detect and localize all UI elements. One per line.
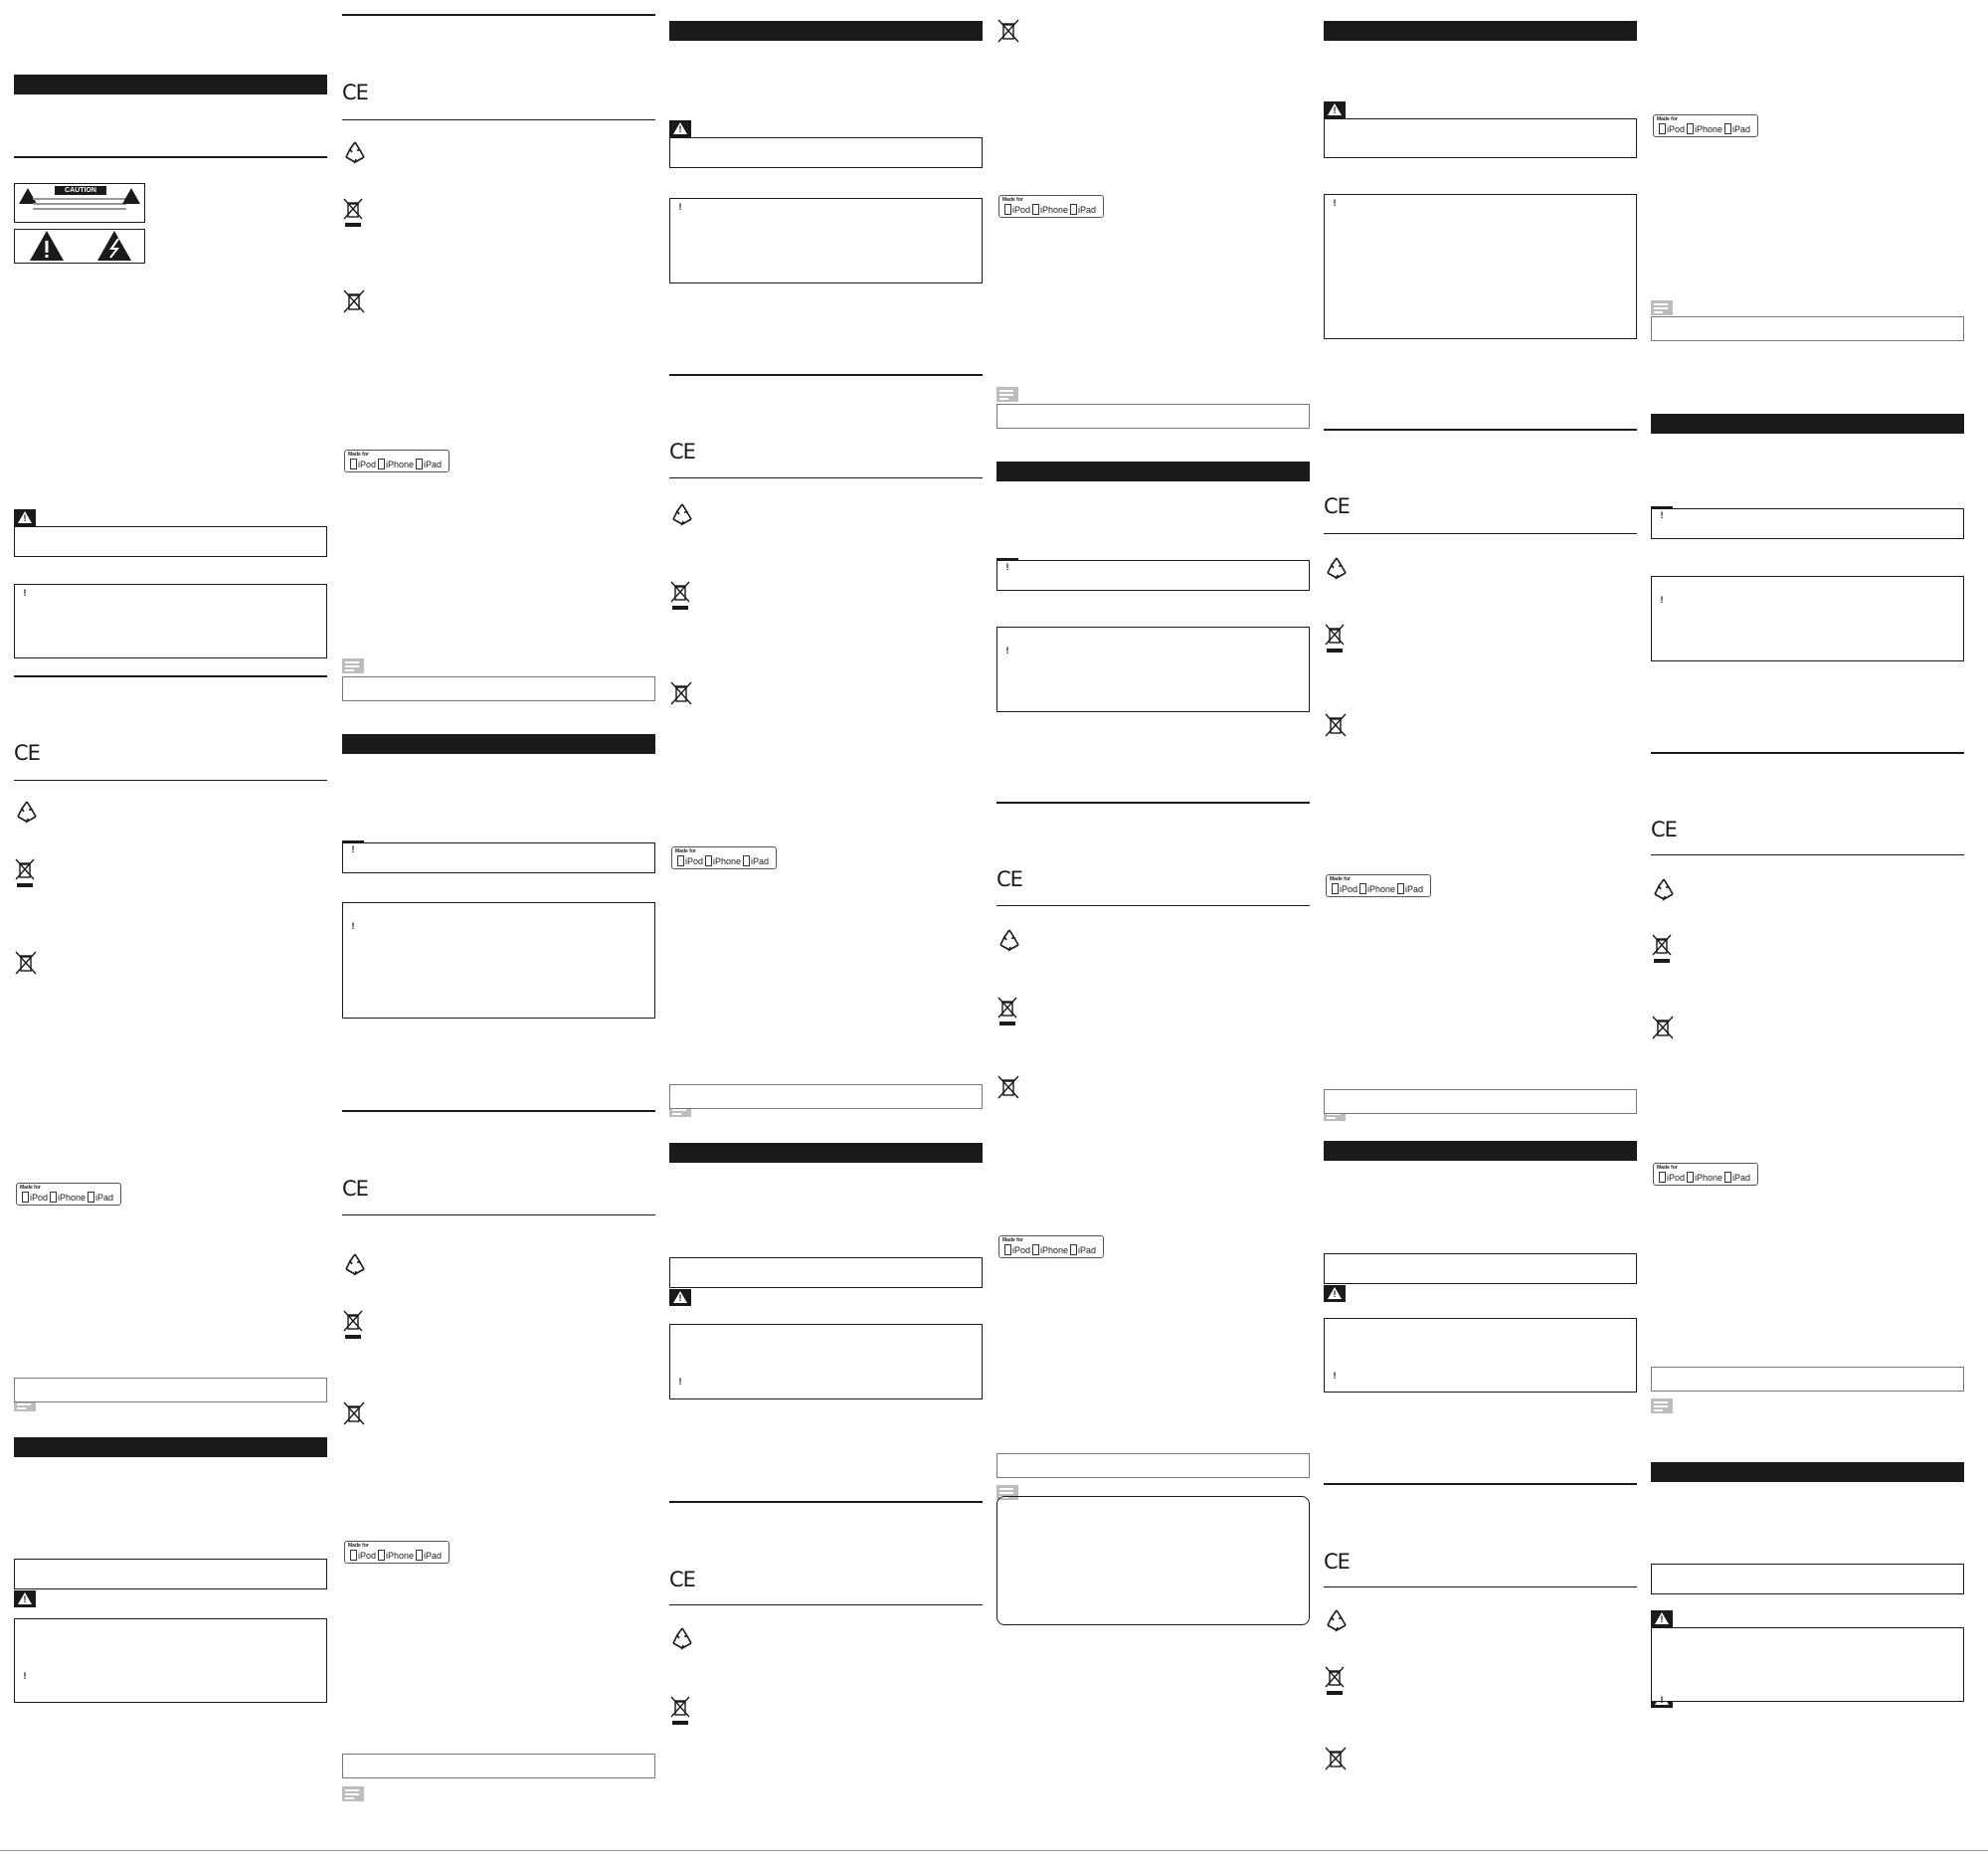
- ce-mark-icon: CE: [14, 741, 40, 765]
- section-header-bar: [1324, 1141, 1637, 1161]
- crossed-bin-icon: [14, 950, 38, 981]
- crossed-bin-icon: [1651, 1015, 1675, 1045]
- section-header-bar: [342, 734, 655, 754]
- warning-box: [1651, 576, 1964, 661]
- crossed-bin-battery-icon: [996, 996, 1018, 1032]
- recycle-icon: [1324, 1607, 1350, 1638]
- column-6: [1651, 0, 1964, 1751]
- made-for-ipod-iphone-ipad-badge: Made for iPod iPhone iPad: [1653, 1163, 1758, 1186]
- section-header-bar: [14, 1437, 327, 1457]
- made-for-ipod-iphone-ipad-badge: Made for iPod iPhone iPad: [344, 1541, 450, 1564]
- recycle-icon: [1324, 555, 1350, 586]
- warning-box: [342, 842, 655, 873]
- warning-triangle-icon: !: [1651, 506, 1673, 523]
- ce-mark-icon: CE: [342, 1177, 368, 1201]
- recycle-icon: [669, 1625, 695, 1656]
- recycle-icon: [342, 1251, 368, 1282]
- column-1: [14, 0, 327, 1751]
- section-rule: [1324, 1586, 1637, 1587]
- made-for-ipod-iphone-ipad-badge: Made for iPod iPhone iPad: [16, 1183, 121, 1206]
- caution-label-icon: [14, 183, 145, 223]
- section-header-bar: [669, 1143, 983, 1163]
- ce-mark-icon: CE: [342, 81, 368, 104]
- section-rule: [342, 1110, 655, 1112]
- made-for-ipod-iphone-ipad-badge: Made for iPod iPhone iPad: [998, 195, 1104, 218]
- warning-triangle-icon: !: [1651, 1691, 1673, 1708]
- crossed-bin-battery-icon: [1324, 1665, 1346, 1702]
- note-icon: [996, 387, 1018, 402]
- crossed-bin-icon: [342, 288, 366, 319]
- note-box: [14, 1378, 327, 1402]
- warning-box: [1651, 1627, 1964, 1702]
- note-box: [342, 676, 655, 701]
- recycle-icon: [1651, 876, 1677, 907]
- crossed-bin-icon: [996, 1074, 1020, 1105]
- warning-box: [669, 1257, 983, 1288]
- warning-box: [14, 1559, 327, 1589]
- section-rule: [669, 477, 983, 478]
- section-rule: [342, 14, 655, 16]
- warning-triangle-icon: !: [342, 840, 364, 857]
- made-for-ipod-iphone-ipad-badge: Made for iPod iPhone iPad: [1653, 114, 1758, 137]
- warning-triangle-icon: !: [342, 917, 364, 934]
- warning-box: [1324, 1253, 1637, 1284]
- warning-box: [1324, 194, 1637, 339]
- recycle-icon: [342, 139, 368, 170]
- section-header-bar: [1651, 414, 1964, 434]
- note-icon: [342, 658, 364, 673]
- warning-triangle-icon: !: [1651, 1610, 1673, 1627]
- warning-triangle-icon: !: [1324, 1367, 1346, 1384]
- recycle-icon: [669, 501, 695, 532]
- note-box: [1651, 316, 1964, 341]
- column-5: [1324, 0, 1637, 1790]
- crossed-bin-icon: [1324, 1746, 1348, 1776]
- ce-mark-icon: CE: [1324, 494, 1350, 518]
- column-3: [669, 0, 983, 1790]
- note-box: [996, 404, 1310, 429]
- warning-triangle-icon: !: [1651, 591, 1673, 608]
- warning-triangle-icon: !: [669, 1289, 691, 1306]
- crossed-bin-icon: [669, 680, 693, 711]
- column-4: [996, 0, 1310, 1691]
- crossed-bin-battery-icon: [1651, 933, 1673, 970]
- note-icon: [1651, 1398, 1673, 1413]
- column-2: [342, 0, 655, 1790]
- crossed-bin-icon: [342, 1400, 366, 1431]
- warning-box: [342, 902, 655, 1019]
- warning-triangle-icon: !: [1324, 101, 1346, 118]
- section-rule: [14, 156, 327, 158]
- crossed-bin-icon: [1324, 712, 1348, 743]
- section-rule: [669, 374, 983, 376]
- recycle-icon: [996, 927, 1022, 958]
- crossed-bin-battery-icon: [1324, 623, 1346, 659]
- section-rule: [1324, 429, 1637, 431]
- section-rule: [14, 780, 327, 781]
- crossed-bin-battery-icon: [342, 197, 364, 234]
- note-icon: [342, 1786, 364, 1801]
- note-box: [1651, 1367, 1964, 1392]
- note-box: [996, 1453, 1310, 1478]
- warning-triangle-icon: !: [669, 1373, 691, 1390]
- ce-mark-icon: CE: [1651, 818, 1677, 841]
- page-bottom-rule: [0, 1850, 1988, 1851]
- ce-mark-icon: CE: [669, 1568, 695, 1591]
- note-box: [669, 1084, 983, 1109]
- made-for-ipod-iphone-ipad-badge: Made for iPod iPhone iPad: [344, 450, 450, 472]
- note-box: [342, 1754, 655, 1778]
- section-rule: [14, 675, 327, 677]
- section-rule: [1324, 533, 1637, 534]
- section-header-bar: [1651, 1462, 1964, 1482]
- note-box: [1324, 1089, 1637, 1114]
- warning-triangle-icon: !: [1324, 194, 1346, 211]
- warning-box: [14, 1618, 327, 1703]
- recycle-icon: [14, 799, 40, 830]
- warning-triangle-icon: !: [996, 642, 1018, 658]
- warning-box: [1651, 1564, 1964, 1594]
- crossed-bin-battery-icon: [14, 857, 36, 894]
- warning-triangle-icon: !: [669, 120, 691, 137]
- section-rule: [342, 1214, 655, 1215]
- section-rule: [669, 1604, 983, 1605]
- crossed-bin-battery-icon: [669, 580, 691, 617]
- warning-box: [1324, 1318, 1637, 1393]
- ce-mark-icon: CE: [669, 440, 695, 464]
- warning-triangle-icon: !: [14, 1590, 36, 1607]
- warning-box: [1651, 508, 1964, 539]
- warning-triangle-icon: !: [14, 1667, 36, 1684]
- note-icon: [1651, 300, 1673, 315]
- section-header-bar: [669, 21, 983, 41]
- section-rule: [1651, 854, 1964, 855]
- section-rule: [1324, 1483, 1637, 1485]
- warning-box: [14, 584, 327, 658]
- warning-box: [669, 137, 983, 168]
- warning-triangle-icon: !: [14, 584, 36, 601]
- info-panel: [996, 1496, 1310, 1625]
- crossed-bin-icon: [996, 18, 1020, 49]
- warning-triangle-icon: !: [14, 509, 36, 526]
- caution-text: CAUTION: [55, 186, 106, 195]
- section-rule: [669, 1501, 983, 1503]
- section-header-bar: [14, 75, 327, 94]
- crossed-bin-battery-icon: [669, 1695, 691, 1732]
- warning-triangle-icon: !: [996, 558, 1018, 575]
- warning-box: [669, 1324, 983, 1399]
- warning-box: [996, 560, 1310, 591]
- electric-shock-warning-icon: [14, 229, 145, 264]
- made-for-ipod-iphone-ipad-badge: Made for iPod iPhone iPad: [998, 1235, 1104, 1258]
- section-rule: [1651, 752, 1964, 754]
- section-header-bar: [996, 462, 1310, 481]
- made-for-ipod-iphone-ipad-badge: Made for iPod iPhone iPad: [671, 846, 777, 869]
- section-rule: [996, 802, 1310, 804]
- crossed-bin-battery-icon: [342, 1309, 364, 1346]
- warning-triangle-icon: !: [1324, 1285, 1346, 1302]
- warning-box: [1324, 118, 1637, 158]
- ce-mark-icon: CE: [996, 867, 1022, 891]
- ce-mark-icon: CE: [1324, 1550, 1350, 1574]
- section-header-bar: [1324, 21, 1637, 41]
- section-rule: [342, 119, 655, 120]
- warning-triangle-icon: !: [669, 198, 691, 215]
- section-rule: [996, 905, 1310, 906]
- made-for-ipod-iphone-ipad-badge: Made for iPod iPhone iPad: [1326, 874, 1431, 897]
- warning-box: [996, 627, 1310, 712]
- warning-box: [669, 198, 983, 283]
- warning-box: [14, 526, 327, 557]
